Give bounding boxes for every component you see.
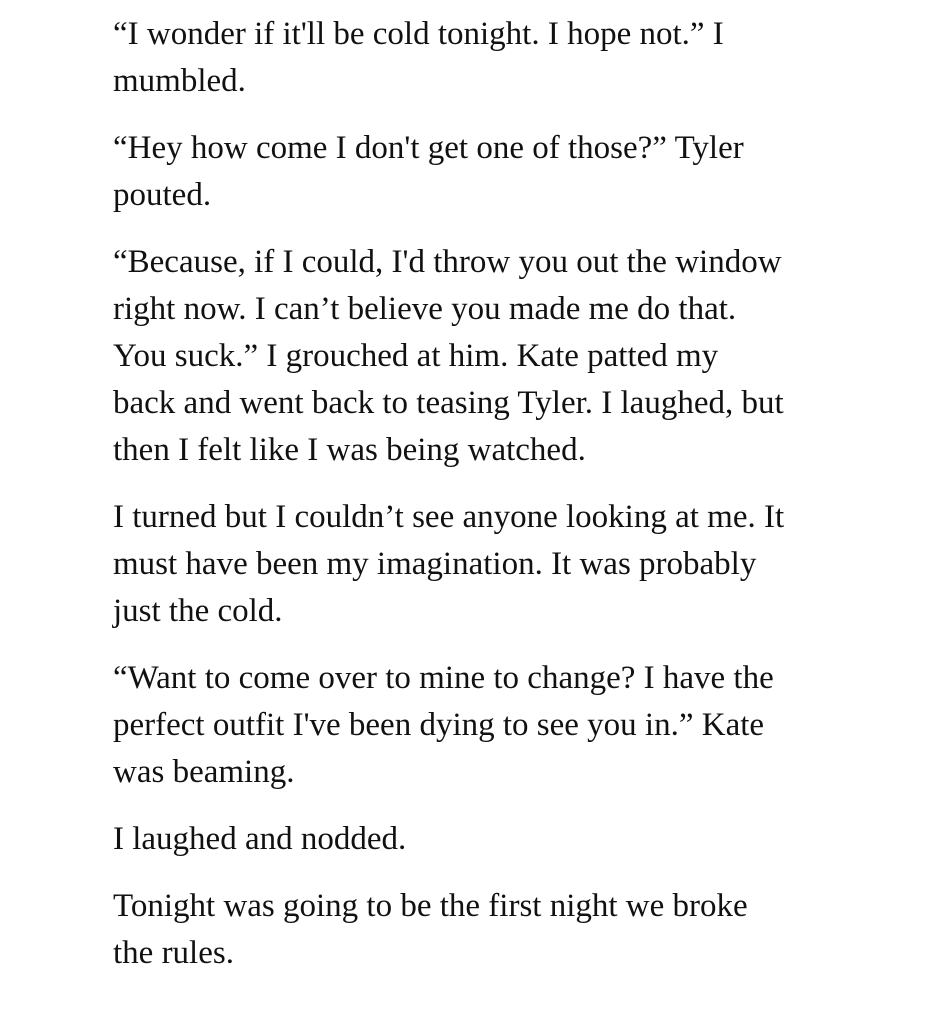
paragraph: Tonight was going to be the first night we broke the rules. (113, 888, 748, 971)
paragraph: I turned but I couldn’t see anyone looking at me. It must have been my imagination. It was probably just the cold. (113, 499, 785, 629)
paragraph: “I wonder if it'll be cold tonight. I hope not.” I mumbled. (113, 16, 724, 99)
paragraph: “Because, if I could, I'd throw you out the window right now. I can’t believe you made me do that. You suck.” I grouched at him. Kate patted my back and went back to teasing Tyler. I laughed, but then I felt like I was being watched. (113, 244, 784, 468)
paragraph: “Hey how come I don't get one of those?” Tyler pouted. (113, 130, 744, 213)
document-page (113, 11, 853, 997)
paragraph: “Want to come over to mine to change? I have the perfect outfit I've been dying to see you in.” Kate was beaming. (113, 660, 774, 790)
paragraph: I laughed and nodded. (113, 821, 407, 857)
